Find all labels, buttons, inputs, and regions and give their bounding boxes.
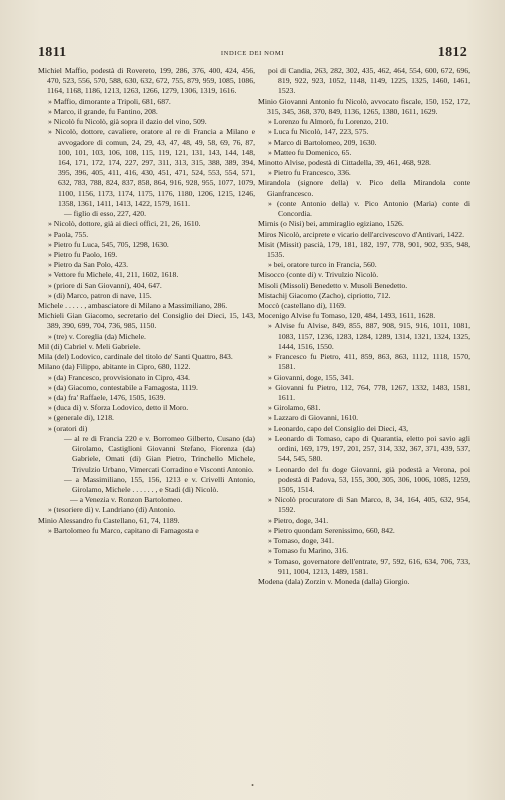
index-entry: » Bartolomeo fu Marco, capitano di Famagosta e [48,525,199,535]
index-column-right [258,66,470,587]
index-entry: » Giovanni fu Pietro, 112, 764, 778, 1267, 1332, 1483, 1581, 1611. [268,382,470,402]
index-entry: » Alvise fu Alvise, 849, 855, 887, 908, 915, 916, 1011, 1081, 1083, 1157, 1236, 1283, 1284, 1289, 1314, 1321, 1324, 1325, 1444, 1516, 1550. [268,321,470,351]
footer-mark: • [251,781,254,790]
page-number-left: 1811 [38,45,67,60]
index-entry: — a Massimiliano, 155, 156, 1213 e v. Crivelli Antonio, Girolamo, Michele . . . . . . , e Stadi (di) Nicolò. [64,474,255,494]
page-number-right: 1812 [437,45,467,60]
index-entry: — al re di Francia 220 e v. Borromeo Gilberto, Cusano (da) Girolamo, Castiglioni Giovanni Stefano, Fiorenza (da) Gabriele, Omati (di) Gian Pietro, Trinchello Michele, Trivulzio Urbano, Vimercati Corradino e Visconti Antonio. [64,433,255,474]
index-entry: — a Venezia v. Ronzon Bartolomeo. [70,495,183,505]
index-entry: Michieli Gian Giacomo, secretario del Consiglio dei Dieci, 15, 143, 389, 390, 699, 704, 736, 985, 1150. [38,311,255,331]
index-entry: » (da) fra' Raffaele, 1476, 1505, 1639. [48,393,166,402]
index-entry: — figlio di esso, 227, 420. [64,209,146,219]
index-entry: » (da) Giacomo, contestabile a Famagosta, 1119. [48,382,198,392]
index-entry: » Luca fu Nicolò, 147, 223, 575. [268,127,369,137]
index-entry: » (generale di), 1218. [48,413,114,423]
index-entry: » Pietro fu Luca, 545, 705, 1298, 1630. [48,239,169,249]
index-entry: » Pietro, doge, 341. [268,515,329,525]
index-entry: » Tomaso, doge, 341. [268,536,334,546]
index-entry: Milano (da) Filippo, abitante in Cipro, 680, 1122. [38,362,191,372]
index-entry: » Tomaso, governatore dell'entrate, 97, 592, 616, 634, 706, 733, 911, 1004, 1213, 1489, 1581. [268,556,470,576]
index-entry: » Nicolò procuratore di San Marco, 8, 34, 164, 405, 632, 954, 1592. [268,495,470,515]
index-entry: » Tomaso fu Marino, 316. [268,546,349,556]
index-entry: » (oratori di) [48,423,88,433]
index-entry: » Paola, 755. [48,229,89,239]
index-entry: Mirandola (signore della) v. Pico della Mirandola conte Gianfrancesco. [258,178,470,198]
index-entry: » Pietro quondam Serenissimo, 660, 842. [268,525,395,535]
index-entry: » Vettore fu Michele, 41, 211, 1602, 1618. [48,270,179,280]
index-entry: » (conte Antonio della) v. Pico Antonio (Maria) conte di Concordia. [268,198,470,219]
index-entry: » Marco, il grande, fu Fantino, 208. [48,106,158,116]
page-header [38,45,467,61]
index-entry: Mocenigo Alvise fu Tomaso, 120, 484, 1493, 1611, 1628. [258,311,436,321]
index-entry: » (da) Francesco, provvisionato in Cipro, 434. [48,372,190,382]
index-entry: » Nicolò, dottore, cavaliere, oratore al re di Francia a Milano e avvogadore di comun, 24, 29, 43, 47, 48, 49, 58, 69, 76, 87, 100, 101, 103, 106, 108, 115, 119, 121, 131, 143, 144, 148, 164, 171, 172, 174, 227, 297, 311, 313, 315, 388, 389, 394, 395, 396, 405, 411, 416, 430, 451, 471, 524, 553, 554, 571, 632, 783, 788, 824, 837, 858, 864, 916, 928, 955, 1077, 1079, 1100, 1156, 1173, 1174, 1175, 1176, 1180, 1206, 1215, 1246, 1358, 1361, 1411, 1413, 1422, 1579, 1611. [48,127,255,208]
index-entry: » Leonardo di Tomaso, capo di Quarantia, eletto poi savio agli ordini, 169, 179, 197, 201, 257, 314, 332, 367, 371, 439, 537, 544, 545, 580. [268,433,470,464]
index-entry: Mila (del) Lodovico, cardinale del titolo de' Santi Quattro, 843. [38,352,233,362]
index-entry: » Maffio, dimorante a Tripoli, 681, 687. [48,96,171,106]
index-entry: Michele . . . . . , ambasciatore di Milano a Massimiliano, 286. [38,301,228,311]
index-entry: Moccò (castellano di), 1169. [258,301,346,311]
index-entry: Mil (di) Cabriel v. Meli Gabriele. [38,341,141,351]
index-entry: » Nicolò fu Nicolò, già sopra il dazio del vino, 509. [48,117,207,127]
index-entry: Misoli (Missoli) Benedetto v. Musoli Benedetto. [258,280,408,290]
index-entry: Minio Alessandro fu Castellano, 61, 74, 1189. [38,515,180,525]
index-entry: » Pietro fu Paolo, 169. [48,249,118,259]
running-title: INDICE DEI NOMI [220,50,285,57]
index-entry: » Pietro da San Polo, 423. [48,260,129,270]
index-entry: Modena (dala) Zorzin v. Moneda (dalla) Giorgio. [258,576,410,586]
index-entry: » Lorenzo fu Almorò, fu Lorenzo, 210. [268,117,389,127]
index-entry: » Francesco fu Pietro, 411, 859, 863, 863, 1112, 1118, 1570, 1581. [268,352,470,372]
index-entry: » Leonardo del fu doge Giovanni, già podestà a Verona, poi podestà di Padova, 53, 155, 300, 305, 306, 1006, 1085, 1259, 1505, 1514. [268,464,470,494]
index-entry: » (tre) v. Coreglia (da) Michele. [48,331,146,341]
index-entry: Minotto Alvise, podestà di Cittadella, 39, 461, 468, 928. [258,157,431,167]
index-entry: Misocco (conte di) v. Trivulzio Nicolò. [258,270,379,280]
index-entry: » Matteo fu Domenico, 65. [268,147,352,157]
index-entry: » bei, oratore turco in Francia, 560. [268,260,377,270]
index-entry: » (priore di San Giovanni), 404, 647. [48,280,162,290]
index-entry: Michiel Maffio, podestà di Rovereto, 199, 286, 376, 400, 424, 456, 470, 523, 556, 570, 588, 630, 632, 672, 755, 879, 959, 1085, 1086, 1164, 1168, 1186, 1213, 1263, 1266, 1279, 1306, 1319, 1616. [38,66,255,96]
index-entry: Miros Nicolò, arciprete e vicario dell'arcivescovo d'Antivari, 1422. [258,229,464,239]
index-column-left [38,66,255,536]
index-entry: Misit (Missit) pascià, 179, 181, 182, 197, 778, 901, 902, 935, 948, 1535. [258,239,470,259]
index-entry: Minio Giovanni Antonio fu Nicolò, avvocato fiscale, 150, 152, 172, 315, 345, 368, 370, 849, 1136, 1265, 1380, 1611, 1629. [258,96,470,116]
index-entry: » Pietro fu Francesco, 336. [268,168,351,178]
index-entry: Mistachij Giacomo (Zacho), cipriotto, 712. [258,290,391,300]
index-entry: » Marco di Bartolomeo, 209, 1630. [268,137,377,147]
index-entry: » Lazzaro di Giovanni, 1610. [268,413,359,423]
index-entry: Mirnis (o Nisi) bei, ammiraglio egiziano, 1526. [258,219,404,229]
index-entry: poi di Candia, 263, 282, 302, 435, 462, 464, 554, 600, 672, 696, 819, 922, 923, 1052, 1148, 1149, 1225, 1325, 1460, 1461, 1523. [268,66,470,96]
index-entry: » (tesoriere di) v. Landriano (di) Antonio. [48,505,176,515]
index-entry: » Giovanni, doge, 155, 341. [268,372,354,382]
index-entry: » Leonardo, capo del Consiglio dei Dieci, 43, [268,423,409,433]
index-entry: » (duca di) v. Sforza Lodovico, detto il Moro. [48,403,189,413]
index-entry: » Girolamo, 681. [268,403,321,413]
index-entry: » (di) Marco, patron di nave, 115. [48,290,152,300]
index-entry: » Nicolò, dottore, già ai dieci offici, 21, 26, 1610. [48,219,201,229]
